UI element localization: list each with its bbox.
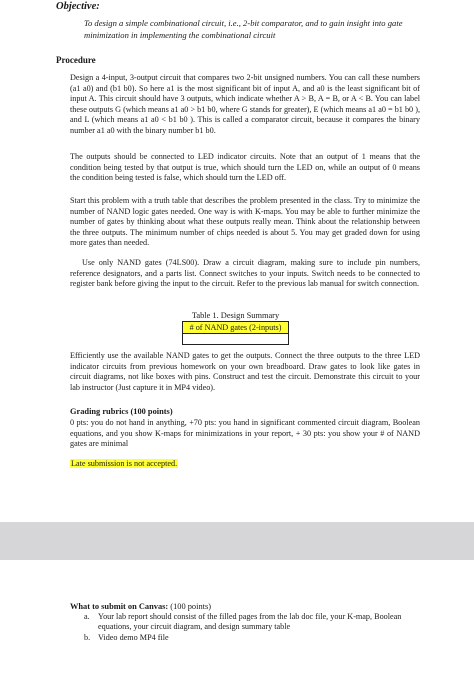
grading-heading: Grading rubrics (100 points)	[70, 407, 173, 416]
objective-text: To design a simple combinational circuit, i.e., 2-bit comparator, and to gain insight into gate minimization in implementing the combinational circuit	[84, 18, 403, 40]
procedure-paragraph-nand-only: Use only NAND gates (74LS00). Draw a circuit diagram, making sure to include pin numbers, reference designators, and a parts list. Connect switches to your inputs. Switch needs to be connected to register bank before giving the input to the circuit. Refer to the previous lab manual for switch connection.	[70, 258, 420, 289]
procedure-paragraph-outputs: The outputs should be connected to LED indicator circuits. Note that an output of 1 means that the condition being tested by that output is true, which should turn the LED on, while an output of 0 means the condition being tested is false, which should turn the LED off.	[70, 152, 420, 183]
procedure-paragraph-truth-table: Start this problem with a truth table that describes the problem presented in the class. Try to minimize the number of NAND logic gates needed. One way is with K-maps. You may be able to further minimize the number of gates by thinking about what these outputs really mean. Think about the relationship between the three outputs. The minimum number of chips needed is about 5. You may get graded down for using more gates than needed.	[70, 196, 420, 248]
submission-list	[84, 612, 429, 643]
list-marker: a.	[84, 612, 90, 621]
procedure-paragraph-efficiency: Efficiently use the available NAND gates to get the outputs. Connect the three outputs to the three LED indicator circuits from previous homework on your own breadboard. Draw gates to look like gates in circuit diagrams, not like boxes with pins. Construct and test the circuit. Demonstrate this circuit to your lab instructor (Just capture it in MP4 video).	[70, 351, 420, 392]
table-caption: Table 1. Design Summary	[191, 311, 280, 320]
list-item-text: Video demo MP4 file	[98, 632, 169, 642]
table-value-cell[interactable]	[183, 334, 288, 344]
list-item-text: Your lab report should consist of the filled pages from the lab doc file, your K-map, Boolean equations, your circuit diagram, and design summary table	[98, 612, 402, 632]
list-marker: b.	[84, 632, 91, 642]
procedure-heading: Procedure	[56, 55, 96, 65]
design-summary-table	[182, 321, 289, 345]
grading-text: 0 pts: you do not hand in anything, +70 pts: you hand in significant commented circuit diagram, Boolean equations, and you show K-maps for minimizations in your report, + 30 pts: you show your # of NAND gates are minimal	[70, 418, 420, 449]
canvas-heading-label: What to submit on Canvas:	[70, 602, 169, 611]
page-break-band	[0, 522, 474, 560]
list-item	[84, 633, 429, 643]
procedure-paragraph-design: Design a 4-input, 3-output circuit that compares two 2-bit unsigned numbers. You can call these numbers (a1 a0) and (b1 b0). So here a1 is the most significant bit of input A, and a0 is the least significant bit of input A. This circuit should have 3 outputs, which indicate whether A > B, A = B, or A < B. You can label these outputs G (which means a1 a0 > b1 b0, where G stands for greater), E (which means a1 a0 = b1 b0 ), and L (which means a1 a0 < b1 b0 ). This is called a comparator circuit, because it compares the binary number a1 a0 with the binary number b1 b0.	[70, 73, 420, 135]
list-item	[84, 612, 429, 633]
late-submission-note: Late submission is not accepted.	[71, 459, 178, 468]
canvas-heading	[70, 602, 211, 611]
table-header-cell: # of NAND gates (2-inputs)	[183, 322, 288, 334]
canvas-points: (100 points)	[170, 602, 212, 611]
objective-heading: Objective:	[56, 1, 100, 12]
